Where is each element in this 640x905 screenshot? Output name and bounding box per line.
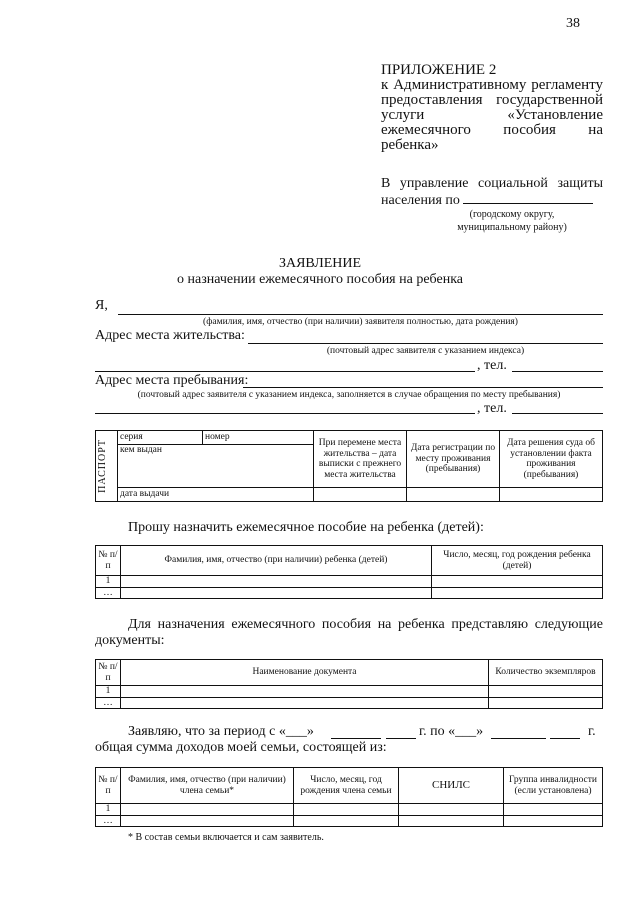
row-number: … xyxy=(96,815,121,827)
table-cell[interactable] xyxy=(121,815,294,827)
appendix-block xyxy=(381,63,603,153)
heading xyxy=(0,256,640,288)
residence-field-2[interactable] xyxy=(95,371,475,372)
page-number: 38 xyxy=(566,16,580,31)
family-header-dob: Число, месяц, год рождения члена семьи xyxy=(294,768,399,804)
addressee-block xyxy=(381,176,603,234)
children-header-name: Фамилия, имя, отчество (при наличии) ребенка (детей) xyxy=(121,546,432,576)
residence-label: Адрес места жительства: xyxy=(95,328,245,343)
addressee-note2: муниципальному району) xyxy=(457,222,567,233)
family-header-snils: СНИЛС xyxy=(399,768,504,804)
income-text-a: Заявляю, что за период с «___» xyxy=(128,724,314,739)
family-header-name: Фамилия, имя, отчество (при наличии) члена семьи* xyxy=(121,768,294,804)
tel-label-2: , тел. xyxy=(477,401,507,416)
heading-subtitle: о назначении ежемесячного пособия на ребенка xyxy=(176,272,463,287)
tel-field[interactable] xyxy=(512,371,603,372)
period-from-month-field[interactable] xyxy=(331,738,381,739)
income-text-c: г. xyxy=(588,724,596,739)
passport-issue-date[interactable]: дата выдачи xyxy=(118,488,314,502)
family-header-num: № п/п xyxy=(96,768,121,804)
income-text-line2: общая сумма доходов моей семьи, состоящей из: xyxy=(95,740,387,755)
row-number: 1 xyxy=(96,686,121,698)
stay-field[interactable] xyxy=(243,387,603,388)
table-cell[interactable] xyxy=(399,815,504,827)
tel-field-2[interactable] xyxy=(512,413,603,414)
table-cell[interactable] xyxy=(432,576,603,588)
documents-table xyxy=(95,659,603,709)
row-number: 1 xyxy=(96,804,121,816)
residence-field[interactable] xyxy=(248,343,603,344)
col-court: Дата решения суда об установлении факта проживания (пребывания) xyxy=(500,431,603,488)
residence-caption: (почтовый адрес заявителя с указанием индекса) xyxy=(326,346,525,356)
change-value-cell[interactable] xyxy=(314,488,407,502)
family-header-disability: Группа инвалидности (если установлена) xyxy=(504,768,603,804)
table-cell[interactable] xyxy=(121,804,294,816)
applicant-i-label: Я, xyxy=(95,298,108,313)
table-row xyxy=(96,576,603,588)
table-cell[interactable] xyxy=(432,587,603,599)
table-cell[interactable] xyxy=(121,587,432,599)
footnote: * В состав семьи включается и сам заявитель. xyxy=(128,832,324,843)
passport-table xyxy=(95,430,603,502)
table-row xyxy=(96,587,603,599)
table-cell[interactable] xyxy=(121,576,432,588)
row-number: … xyxy=(96,697,121,709)
row-number: 1 xyxy=(96,576,121,588)
addressee-line2: населения по xyxy=(381,193,460,208)
table-row xyxy=(96,697,603,709)
table-cell[interactable] xyxy=(399,804,504,816)
table-cell[interactable] xyxy=(294,804,399,816)
table-cell[interactable] xyxy=(121,686,489,698)
table-cell[interactable] xyxy=(489,686,603,698)
table-cell[interactable] xyxy=(294,815,399,827)
documents-header-num: № п/п xyxy=(96,660,121,686)
income-text-b: г. по «___» xyxy=(419,724,484,739)
appendix-title: ПРИЛОЖЕНИЕ 2 xyxy=(381,62,497,78)
table-row xyxy=(96,815,603,827)
period-to-month-field[interactable] xyxy=(491,738,546,739)
table-row xyxy=(96,686,603,698)
table-cell[interactable] xyxy=(489,697,603,709)
district-field[interactable] xyxy=(463,191,593,204)
passport-side-cell xyxy=(96,431,118,502)
stay-label: Адрес места пребывания: xyxy=(95,373,249,388)
table-row xyxy=(96,804,603,816)
period-from-year-field[interactable] xyxy=(386,738,416,739)
period-to-year-field[interactable] xyxy=(550,738,580,739)
stay-field-2[interactable] xyxy=(95,413,475,414)
applicant-name-caption: (фамилия, имя, отчество (при наличии) заявителя полностью, дата рождения) xyxy=(203,317,518,327)
documents-header-count: Количество экземпляров xyxy=(489,660,603,686)
passport-side-label: ПАСПОРТ xyxy=(97,439,108,493)
passport-series[interactable]: серия xyxy=(118,431,203,445)
documents-text: Для назначения ежемесячного пособия на ребенка представляю следующие документы: xyxy=(95,617,603,648)
registration-value-cell[interactable] xyxy=(407,488,500,502)
appendix-body: к Административному регламенту предоставления государственной услуги «Установление ежемесячного пособия на ребенка» xyxy=(381,77,603,153)
applicant-name-field[interactable] xyxy=(118,314,603,315)
heading-title: ЗАЯВЛЕНИЕ xyxy=(278,256,362,271)
table-cell[interactable] xyxy=(504,804,603,816)
passport-issued-by[interactable]: кем выдан xyxy=(118,445,314,488)
passport-number[interactable]: номер xyxy=(203,431,314,445)
tel-label: , тел. xyxy=(477,358,507,373)
stay-caption: (почтовый адрес заявителя с указанием индекса, заполняется в случае обращения по месту пребывания) xyxy=(137,390,561,400)
request-text: Прошу назначить ежемесячное пособие на ребенка (детей): xyxy=(128,520,484,535)
court-value-cell[interactable] xyxy=(500,488,603,502)
table-cell[interactable] xyxy=(504,815,603,827)
col-registration: Дата регистрации по месту проживания (пребывания) xyxy=(407,431,500,488)
children-table xyxy=(95,545,603,599)
children-header-num: № п/п xyxy=(96,546,121,576)
table-cell[interactable] xyxy=(121,697,489,709)
documents-header-name: Наименование документа xyxy=(121,660,489,686)
col-change: При перемене места жительства – дата выписки с прежнего места жительства xyxy=(314,431,407,488)
family-table xyxy=(95,767,603,827)
children-header-dob: Число, месяц, год рождения ребенка (детей) xyxy=(432,546,603,576)
addressee-note1: (городскому округу, xyxy=(469,209,555,220)
row-number: … xyxy=(96,587,121,599)
addressee-line1: В управление социальной защиты xyxy=(381,176,603,191)
